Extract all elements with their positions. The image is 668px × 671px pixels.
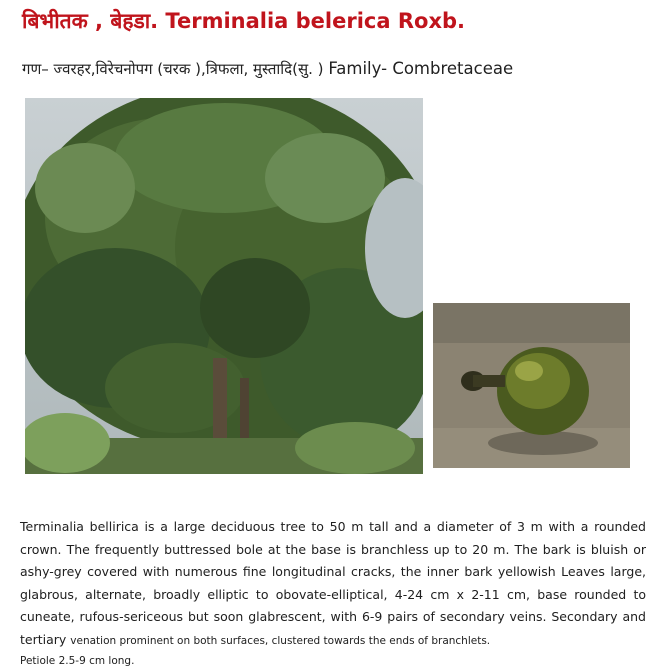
description-main: Terminalia bellirica is a large deciduous tree to 50 m tall and a diameter of 3 m with a rounded crown. The frequently buttressed bole at the base is branchless up to 20 m. The bark is bluish or ashy-grey covered with numerous fine longitudinal cracks, the inner bark yellowish Leaves large, glabrous, alternate, broadly elliptic to obovate-elliptical, 4-24 cm x 2-11 cm, base rounded to cuneate, rufous-sericeous but soon glabrescent, with 6-9 pairs of secondary veins. Secondary and tertiary: [20, 519, 646, 647]
gana-text: गण– ज्वरहर,विरेचनोपग (चरक ),त्रिफला, मुस्तादि(सु. ): [22, 60, 324, 78]
description-small: venation prominent on both surfaces, clustered towards the ends of branchlets.: [70, 634, 491, 647]
page-title: बिभीतक , बेहडा. Terminalia belerica Roxb.: [22, 9, 466, 33]
tree-photo: [25, 98, 423, 474]
description-tail: Petiole 2.5-9 cm long.: [20, 655, 135, 667]
classification-line: [22, 58, 662, 80]
fruit-photo: [433, 303, 630, 468]
description-paragraph: [20, 516, 646, 670]
family-text: Family- Combretaceae: [328, 59, 514, 78]
